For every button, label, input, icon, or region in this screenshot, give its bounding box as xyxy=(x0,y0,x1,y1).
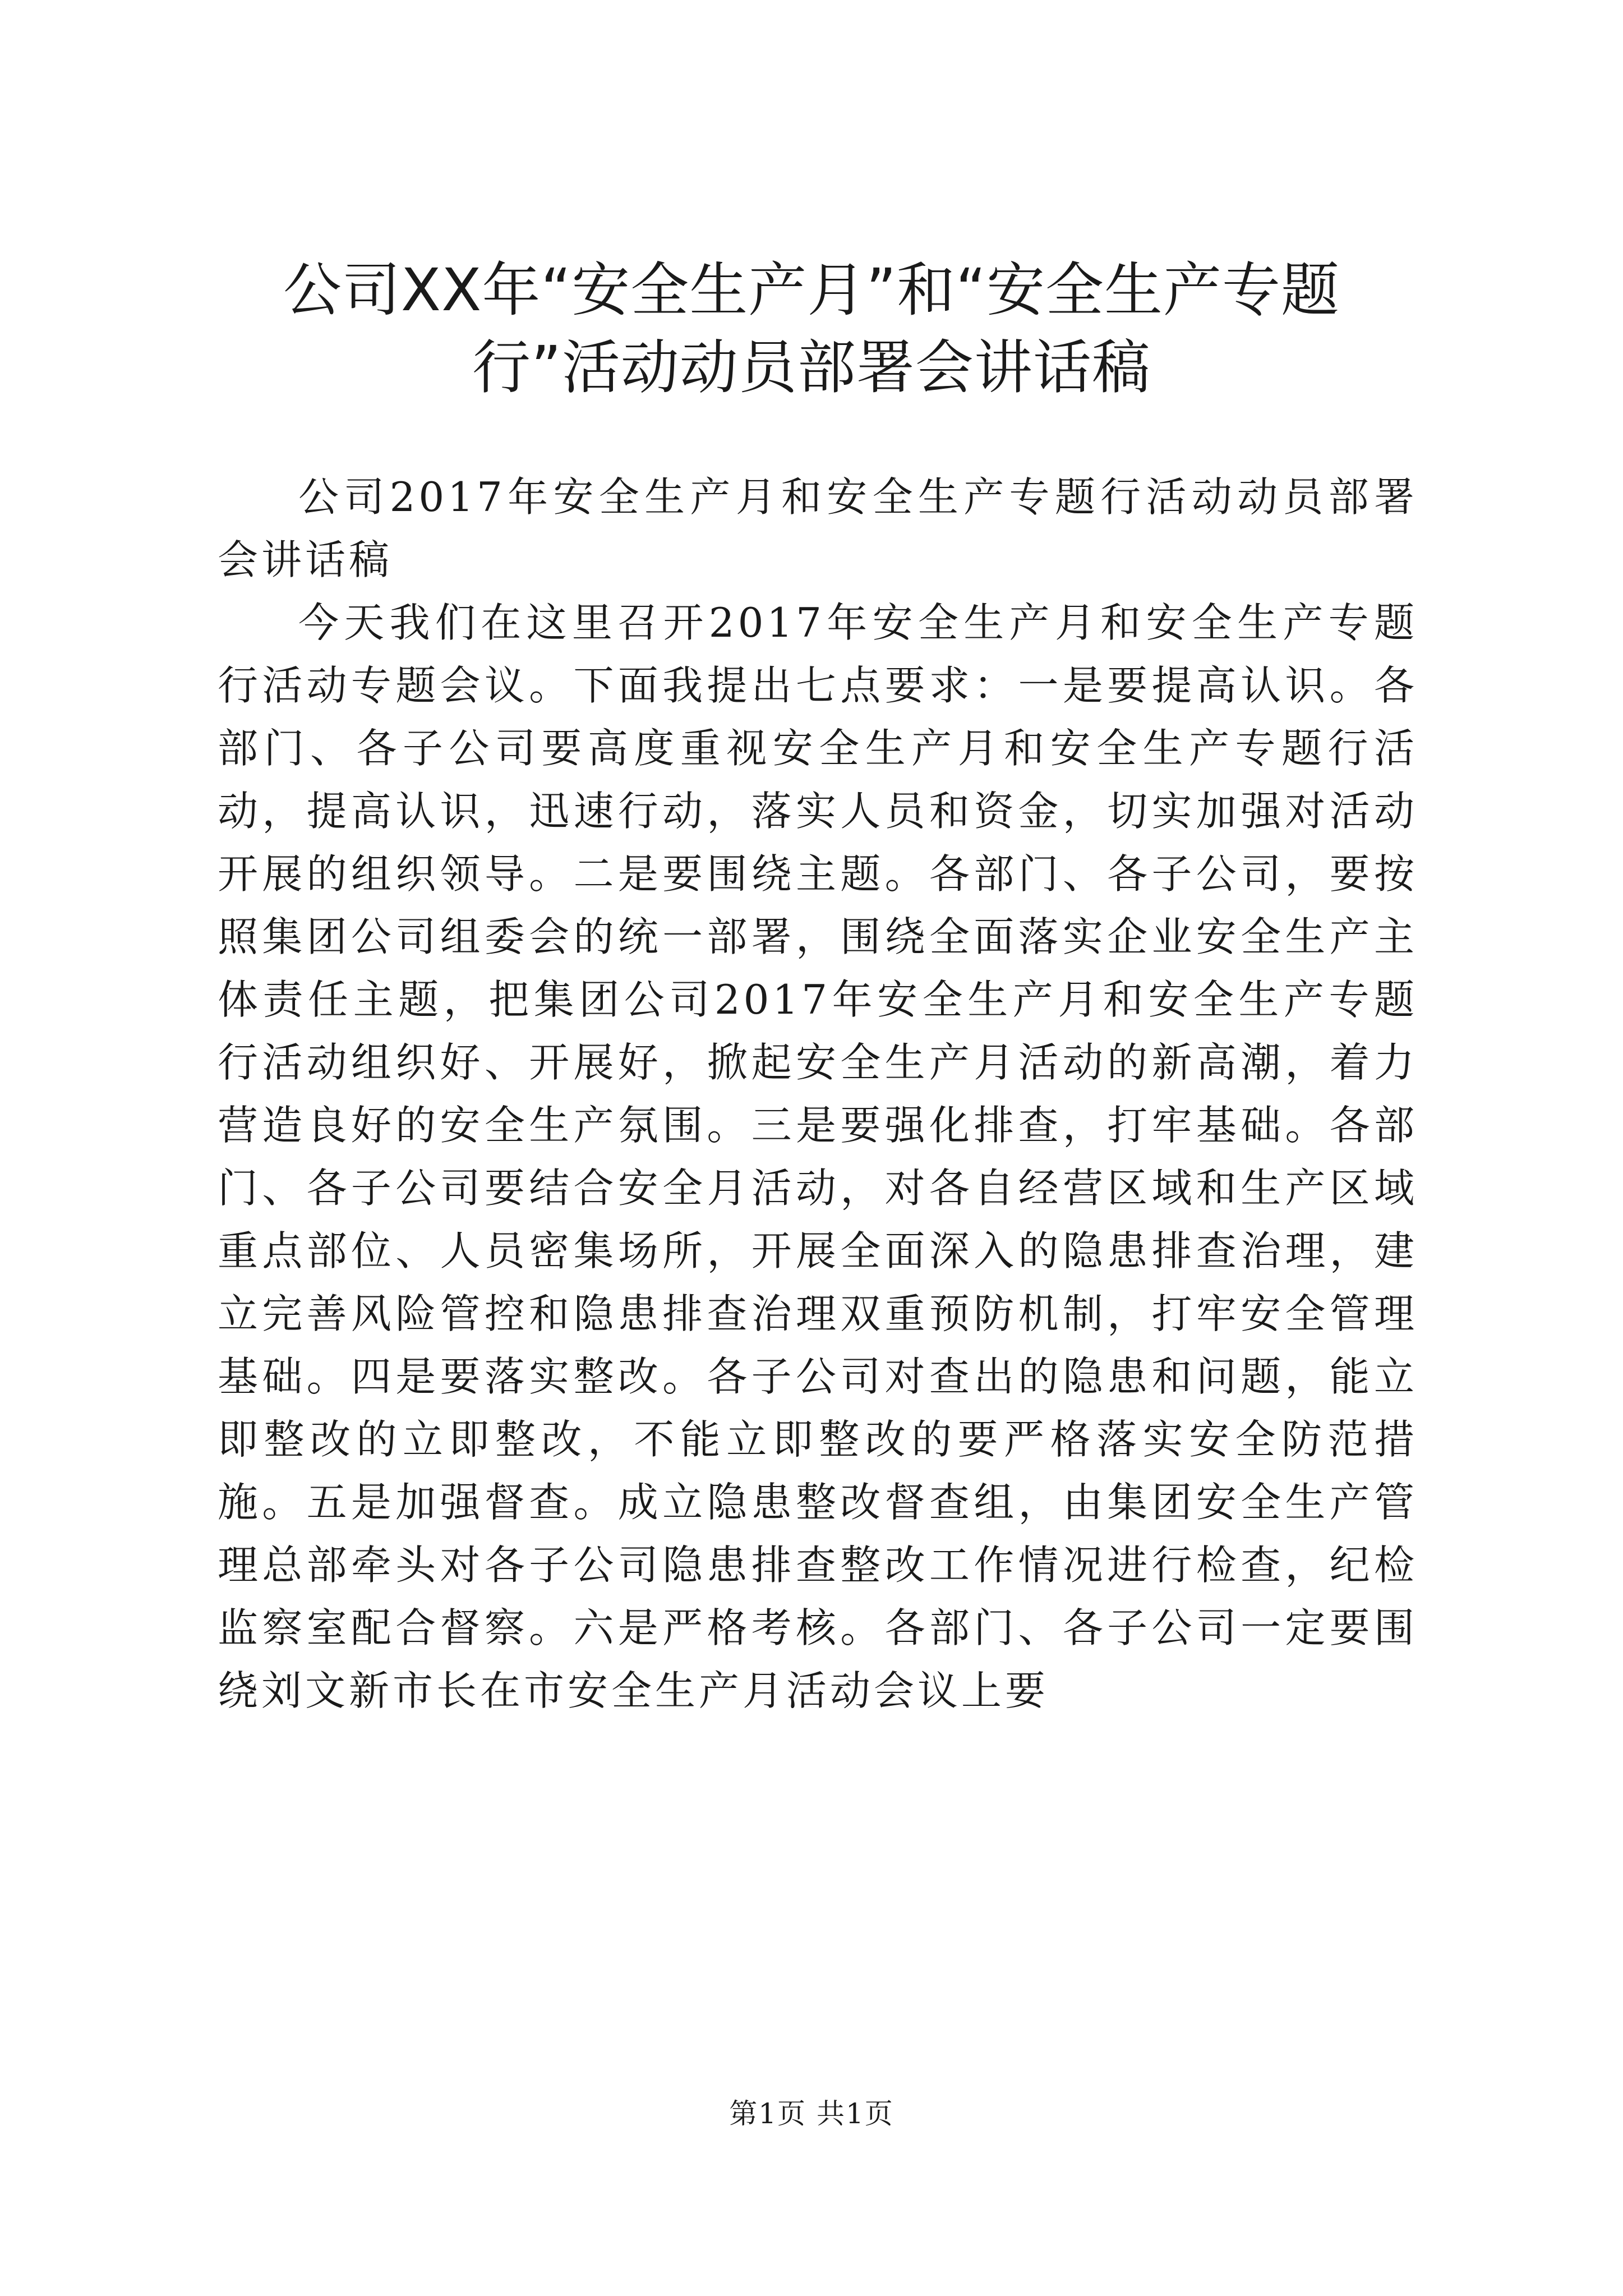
title-line-2: 行”活动动员部署会讲话稿 xyxy=(472,333,1151,402)
page-footer: 第1页 共1页 xyxy=(729,2097,894,2130)
title-line-1: 公司XX年“安全生产月”和“安全生产专题 xyxy=(283,256,1340,324)
paragraph-subtitle: 公司2017年安全生产月和安全生产专题行活动动员部署会讲话稿 xyxy=(218,473,1418,583)
document-body xyxy=(218,466,1418,1722)
paragraph-speech: 今天我们在这里召开2017年安全生产月和安全生产专题行活动专题会议。下面我提出七点要求：一是要提高认识。各部门、各子公司要高度重视安全生产月和安全生产专题行活动，提高认识，迅速行动，落实人员和资金，切实加强对活动开展的组织领导。二是要围绕主题。各部门、各子公司，要按照集团公司组委会的统一部署，围绕全面落实企业安全生产主体责任主题，把集团公司2017年安全生产月和安全生产专题行活动组织好、开展好，掀起安全生产月活动的新高潮，着力营造良好的安全生产氛围。三是要强化排查，打牢基础。各部门、各子公司要结合安全月活动，对各自经营区域和生产区域重点部位、人员密集场所，开展全面深入的隐患排查治理，建立完善风险管控和隐患排查治理双重预防机制，打牢安全管理基础。四是要落实整改。各子公司对查出的隐患和问题，能立即整改的立即整改，不能立即整改的要严格落实安全防范措施。五是加强督查。成立隐患整改督查组，由集团安全生产管理总部牵头对各子公司隐患排查整改工作情况进行检查，纪检监察室配合督察。六是严格考核。各部门、各子公司一定要围绕刘文新市长在市安全生产月活动会议上要 xyxy=(218,599,1418,1714)
document-title xyxy=(213,251,1410,406)
